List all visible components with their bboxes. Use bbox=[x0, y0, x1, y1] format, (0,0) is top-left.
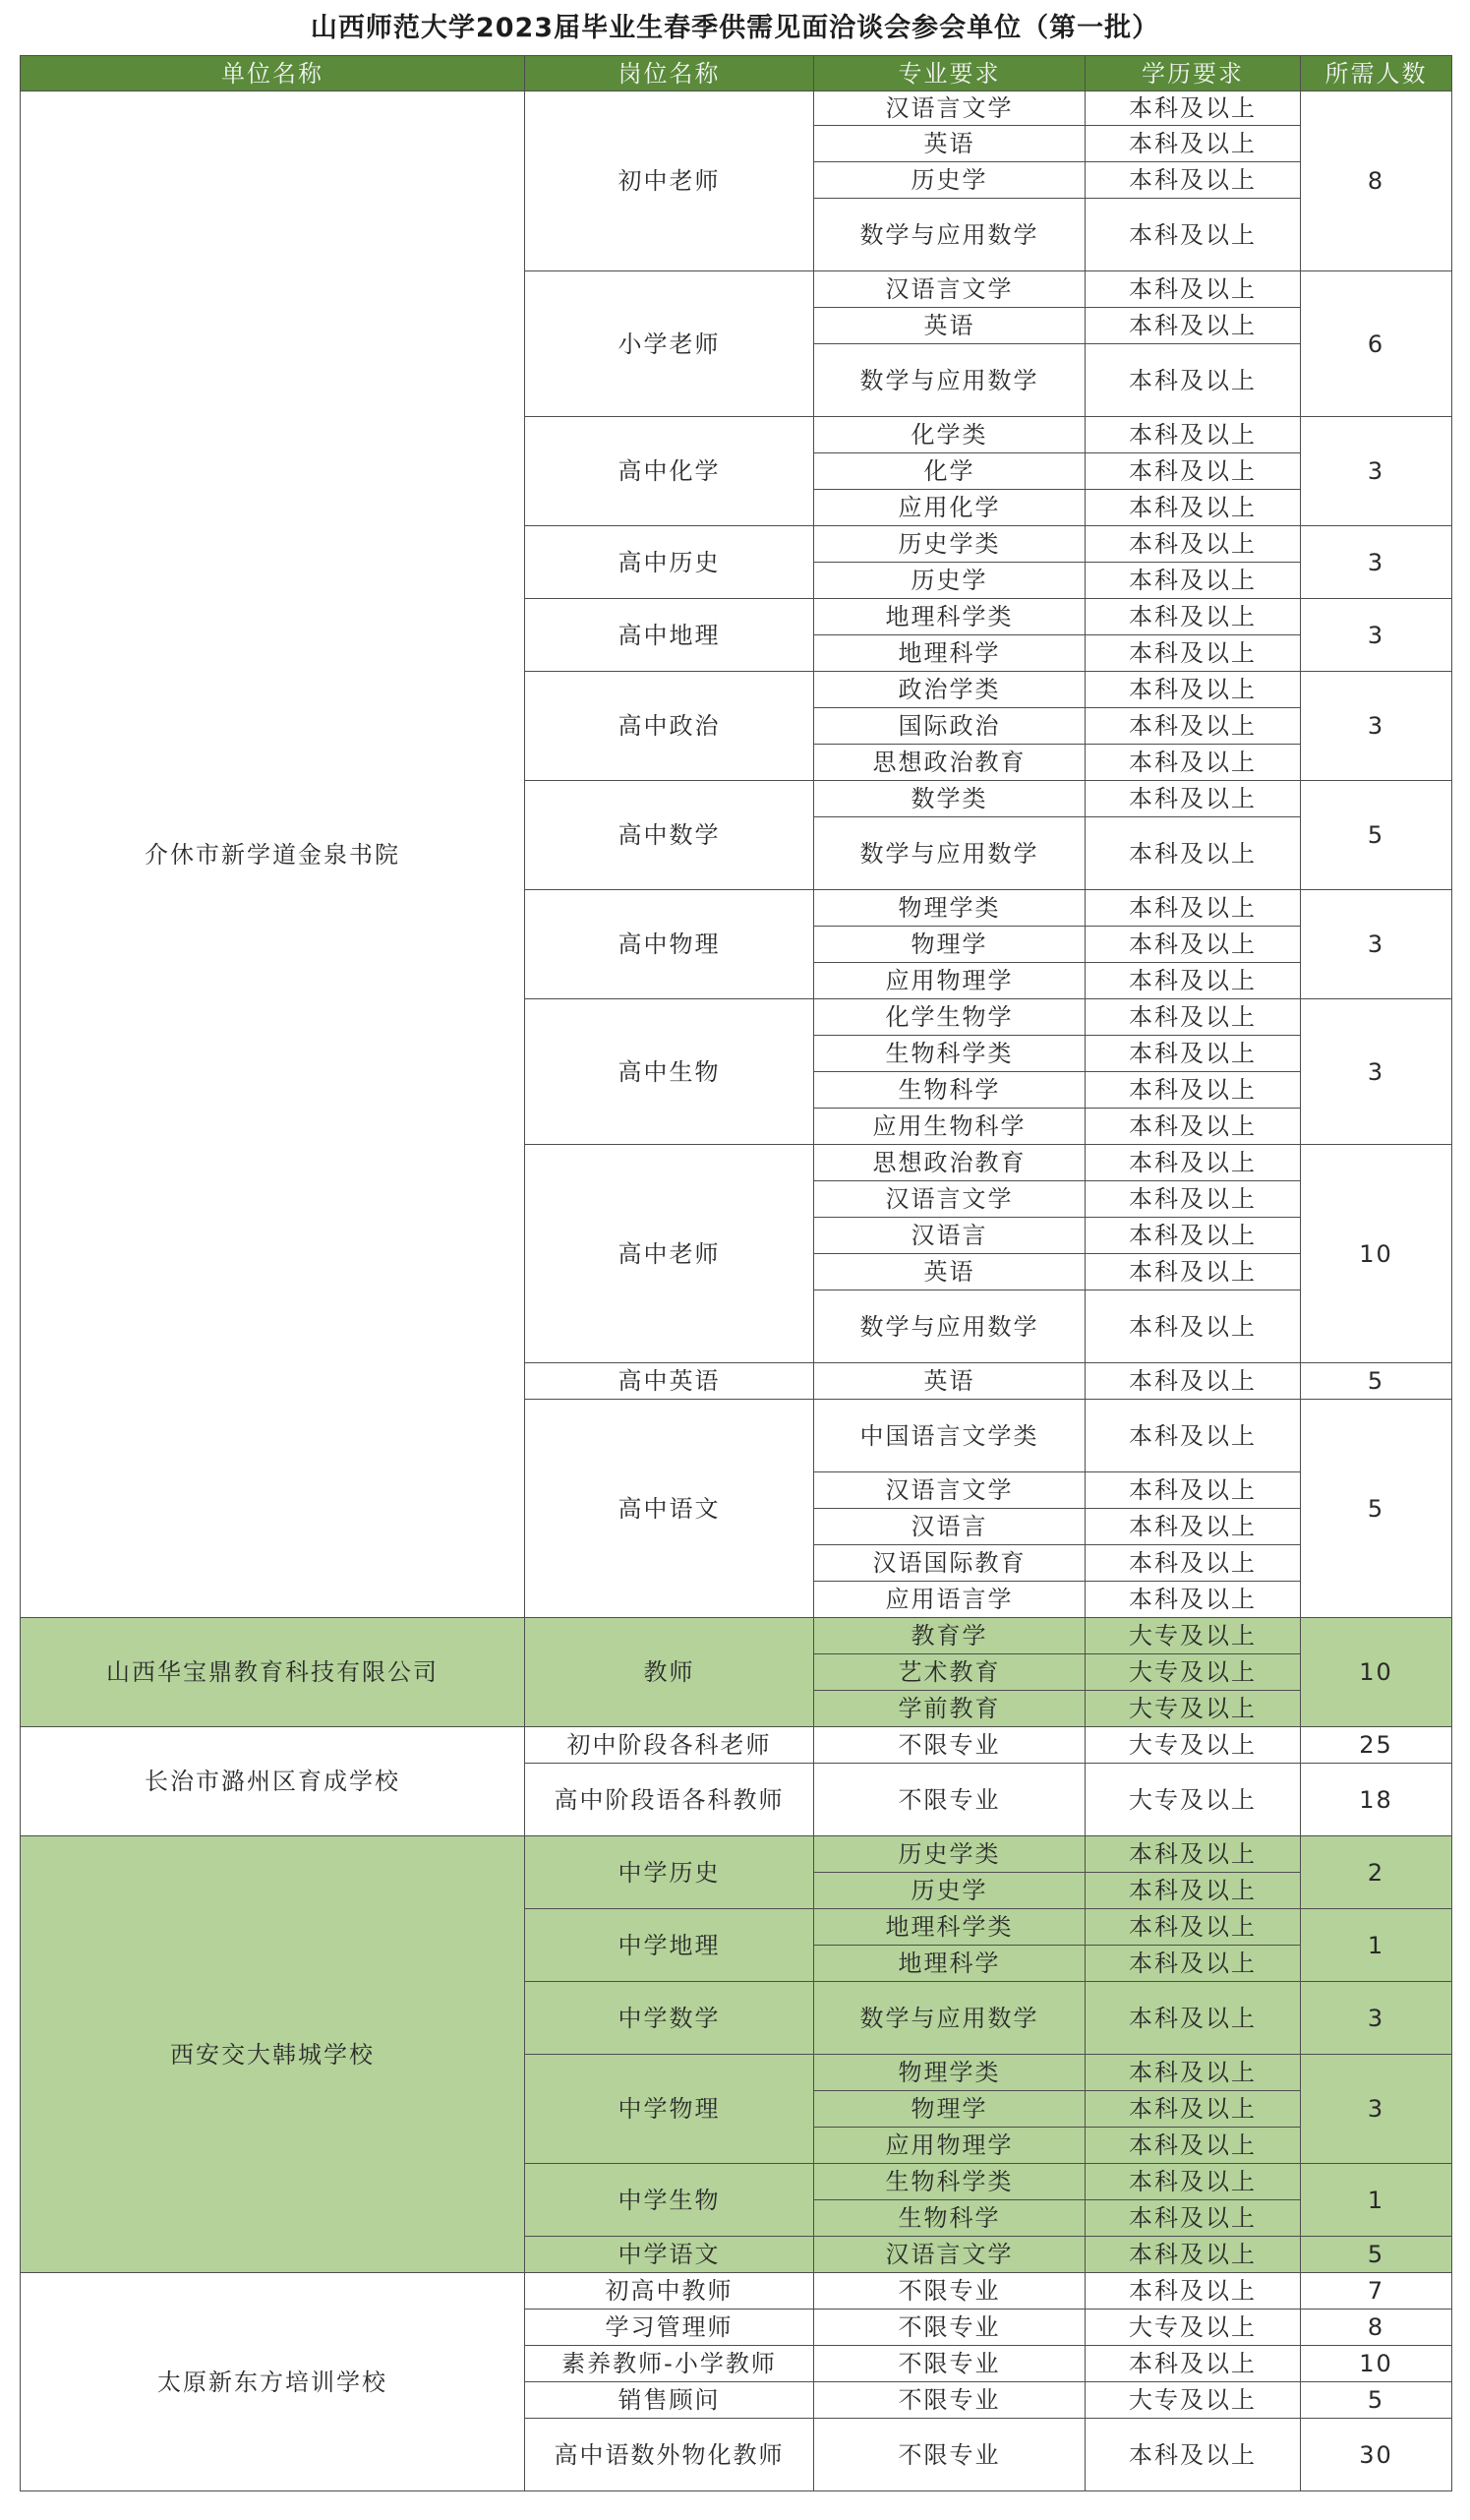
education-requirement-cell: 本科及以上 bbox=[1086, 1909, 1301, 1946]
headcount-cell: 7 bbox=[1301, 2273, 1452, 2310]
education-requirement-cell: 本科及以上 bbox=[1086, 1072, 1301, 1109]
major-requirement-cell: 数学与应用数学 bbox=[814, 344, 1086, 417]
education-requirement-cell: 本科及以上 bbox=[1086, 927, 1301, 963]
headcount-cell: 3 bbox=[1301, 999, 1452, 1145]
major-requirement-cell: 数学与应用数学 bbox=[814, 1982, 1086, 2055]
major-requirement-cell: 汉语言文学 bbox=[814, 271, 1086, 308]
education-requirement-cell: 本科及以上 bbox=[1086, 1509, 1301, 1545]
education-requirement-cell: 本科及以上 bbox=[1086, 1363, 1301, 1400]
major-requirement-cell: 英语 bbox=[814, 1254, 1086, 1290]
major-requirement-cell: 应用物理学 bbox=[814, 963, 1086, 999]
education-requirement-cell: 本科及以上 bbox=[1086, 817, 1301, 890]
major-requirement-cell: 物理学 bbox=[814, 927, 1086, 963]
education-requirement-cell: 本科及以上 bbox=[1086, 1254, 1301, 1290]
headcount-cell: 5 bbox=[1301, 2237, 1452, 2273]
major-requirement-cell: 生物科学 bbox=[814, 2200, 1086, 2237]
major-requirement-cell: 汉语言文学 bbox=[814, 1181, 1086, 1218]
major-requirement-cell: 数学与应用数学 bbox=[814, 199, 1086, 271]
major-requirement-cell: 历史学类 bbox=[814, 526, 1086, 563]
education-requirement-cell: 本科及以上 bbox=[1086, 672, 1301, 708]
education-requirement-cell: 本科及以上 bbox=[1086, 344, 1301, 417]
unit-name-cell: 西安交大韩城学校 bbox=[21, 1836, 525, 2273]
major-requirement-cell: 中国语言文学类 bbox=[814, 1400, 1086, 1472]
major-requirement-cell: 汉语言文学 bbox=[814, 2237, 1086, 2273]
position-name-cell: 高中生物 bbox=[525, 999, 814, 1145]
education-requirement-cell: 本科及以上 bbox=[1086, 1982, 1301, 2055]
participants-table bbox=[20, 55, 1452, 2491]
education-requirement-cell: 本科及以上 bbox=[1086, 563, 1301, 599]
position-name-cell: 高中老师 bbox=[525, 1145, 814, 1363]
education-requirement-cell: 本科及以上 bbox=[1086, 890, 1301, 927]
position-name-cell: 高中物理 bbox=[525, 890, 814, 999]
unit-name-cell: 长治市潞州区育成学校 bbox=[21, 1727, 525, 1836]
major-requirement-cell: 生物科学类 bbox=[814, 1036, 1086, 1072]
education-requirement-cell: 本科及以上 bbox=[1086, 1545, 1301, 1582]
education-requirement-cell: 本科及以上 bbox=[1086, 308, 1301, 344]
major-requirement-cell: 思想政治教育 bbox=[814, 745, 1086, 781]
major-requirement-cell: 汉语国际教育 bbox=[814, 1545, 1086, 1582]
headcount-cell: 10 bbox=[1301, 1618, 1452, 1727]
major-requirement-cell: 历史学类 bbox=[814, 1836, 1086, 1873]
major-requirement-cell: 应用物理学 bbox=[814, 2128, 1086, 2164]
headcount-cell: 10 bbox=[1301, 1145, 1452, 1363]
position-name-cell: 学习管理师 bbox=[525, 2310, 814, 2346]
major-requirement-cell: 应用生物科学 bbox=[814, 1109, 1086, 1145]
headcount-cell: 3 bbox=[1301, 2055, 1452, 2164]
major-requirement-cell: 物理学 bbox=[814, 2091, 1086, 2128]
position-name-cell: 小学老师 bbox=[525, 271, 814, 417]
major-requirement-cell: 物理学类 bbox=[814, 890, 1086, 927]
education-requirement-cell: 本科及以上 bbox=[1086, 2419, 1301, 2491]
education-requirement-cell: 本科及以上 bbox=[1086, 1400, 1301, 1472]
position-name-cell: 高中语数外物化教师 bbox=[525, 2419, 814, 2491]
education-requirement-cell: 本科及以上 bbox=[1086, 1145, 1301, 1181]
major-requirement-cell: 化学 bbox=[814, 453, 1086, 490]
education-requirement-cell: 本科及以上 bbox=[1086, 1109, 1301, 1145]
major-requirement-cell: 汉语言文学 bbox=[814, 91, 1086, 126]
major-requirement-cell: 化学生物学 bbox=[814, 999, 1086, 1036]
headcount-cell: 10 bbox=[1301, 2346, 1452, 2382]
education-requirement-cell: 本科及以上 bbox=[1086, 1218, 1301, 1254]
education-requirement-cell: 本科及以上 bbox=[1086, 126, 1301, 162]
education-requirement-cell: 本科及以上 bbox=[1086, 1290, 1301, 1363]
header-headcount: 所需人数 bbox=[1301, 56, 1452, 91]
major-requirement-cell: 政治学类 bbox=[814, 672, 1086, 708]
page-title: 山西师范大学2023届毕业生春季供需见面洽谈会参会单位（第一批） bbox=[310, 13, 1160, 43]
education-requirement-cell: 本科及以上 bbox=[1086, 526, 1301, 563]
position-name-cell: 中学物理 bbox=[525, 2055, 814, 2164]
education-requirement-cell: 本科及以上 bbox=[1086, 2128, 1301, 2164]
education-requirement-cell: 大专及以上 bbox=[1086, 1764, 1301, 1836]
unit-name-cell: 介休市新学道金泉书院 bbox=[21, 91, 525, 1618]
position-name-cell: 初中老师 bbox=[525, 91, 814, 271]
major-requirement-cell: 不限专业 bbox=[814, 2419, 1086, 2491]
headcount-cell: 2 bbox=[1301, 1836, 1452, 1909]
headcount-cell: 30 bbox=[1301, 2419, 1452, 2491]
position-name-cell: 高中数学 bbox=[525, 781, 814, 890]
major-requirement-cell: 艺术教育 bbox=[814, 1654, 1086, 1691]
headcount-cell: 1 bbox=[1301, 1909, 1452, 1982]
headcount-cell: 8 bbox=[1301, 91, 1452, 271]
education-requirement-cell: 本科及以上 bbox=[1086, 1181, 1301, 1218]
education-requirement-cell: 本科及以上 bbox=[1086, 999, 1301, 1036]
education-requirement-cell: 本科及以上 bbox=[1086, 2273, 1301, 2310]
position-name-cell: 高中地理 bbox=[525, 599, 814, 672]
position-name-cell: 初高中教师 bbox=[525, 2273, 814, 2310]
major-requirement-cell: 历史学 bbox=[814, 1873, 1086, 1909]
major-requirement-cell: 化学类 bbox=[814, 417, 1086, 453]
major-requirement-cell: 英语 bbox=[814, 1363, 1086, 1400]
major-requirement-cell: 历史学 bbox=[814, 563, 1086, 599]
education-requirement-cell: 本科及以上 bbox=[1086, 91, 1301, 126]
headcount-cell: 8 bbox=[1301, 2310, 1452, 2346]
headcount-cell: 3 bbox=[1301, 526, 1452, 599]
education-requirement-cell: 本科及以上 bbox=[1086, 1836, 1301, 1873]
major-requirement-cell: 教育学 bbox=[814, 1618, 1086, 1654]
major-requirement-cell: 应用语言学 bbox=[814, 1582, 1086, 1618]
education-requirement-cell: 本科及以上 bbox=[1086, 2237, 1301, 2273]
table-row bbox=[21, 91, 1452, 126]
position-name-cell: 素养教师-小学教师 bbox=[525, 2346, 814, 2382]
headcount-cell: 3 bbox=[1301, 890, 1452, 999]
position-name-cell: 高中政治 bbox=[525, 672, 814, 781]
major-requirement-cell: 不限专业 bbox=[814, 2346, 1086, 2382]
headcount-cell: 25 bbox=[1301, 1727, 1452, 1764]
major-requirement-cell: 不限专业 bbox=[814, 1727, 1086, 1764]
major-requirement-cell: 生物科学类 bbox=[814, 2164, 1086, 2200]
headcount-cell: 18 bbox=[1301, 1764, 1452, 1836]
major-requirement-cell: 英语 bbox=[814, 308, 1086, 344]
education-requirement-cell: 本科及以上 bbox=[1086, 271, 1301, 308]
major-requirement-cell: 物理学类 bbox=[814, 2055, 1086, 2091]
education-requirement-cell: 本科及以上 bbox=[1086, 1582, 1301, 1618]
headcount-cell: 6 bbox=[1301, 271, 1452, 417]
major-requirement-cell: 不限专业 bbox=[814, 2310, 1086, 2346]
major-requirement-cell: 地理科学类 bbox=[814, 599, 1086, 635]
education-requirement-cell: 本科及以上 bbox=[1086, 1873, 1301, 1909]
position-name-cell: 中学历史 bbox=[525, 1836, 814, 1909]
position-name-cell: 高中化学 bbox=[525, 417, 814, 526]
headcount-cell: 5 bbox=[1301, 781, 1452, 890]
major-requirement-cell: 学前教育 bbox=[814, 1691, 1086, 1727]
education-requirement-cell: 本科及以上 bbox=[1086, 1472, 1301, 1509]
header-position-name: 岗位名称 bbox=[525, 56, 814, 91]
education-requirement-cell: 大专及以上 bbox=[1086, 1654, 1301, 1691]
position-name-cell: 中学数学 bbox=[525, 1982, 814, 2055]
position-name-cell: 高中英语 bbox=[525, 1363, 814, 1400]
position-name-cell: 高中历史 bbox=[525, 526, 814, 599]
education-requirement-cell: 本科及以上 bbox=[1086, 490, 1301, 526]
major-requirement-cell: 汉语言 bbox=[814, 1218, 1086, 1254]
education-requirement-cell: 本科及以上 bbox=[1086, 963, 1301, 999]
table-row bbox=[21, 1727, 1452, 1764]
position-name-cell: 高中语文 bbox=[525, 1400, 814, 1618]
header-education-requirement: 学历要求 bbox=[1086, 56, 1301, 91]
education-requirement-cell: 本科及以上 bbox=[1086, 2164, 1301, 2200]
education-requirement-cell: 本科及以上 bbox=[1086, 162, 1301, 199]
major-requirement-cell: 不限专业 bbox=[814, 2273, 1086, 2310]
education-requirement-cell: 本科及以上 bbox=[1086, 2091, 1301, 2128]
education-requirement-cell: 本科及以上 bbox=[1086, 417, 1301, 453]
education-requirement-cell: 本科及以上 bbox=[1086, 199, 1301, 271]
education-requirement-cell: 本科及以上 bbox=[1086, 781, 1301, 817]
headcount-cell: 3 bbox=[1301, 1982, 1452, 2055]
education-requirement-cell: 本科及以上 bbox=[1086, 1036, 1301, 1072]
major-requirement-cell: 数学与应用数学 bbox=[814, 1290, 1086, 1363]
education-requirement-cell: 大专及以上 bbox=[1086, 2382, 1301, 2419]
major-requirement-cell: 数学与应用数学 bbox=[814, 817, 1086, 890]
position-name-cell: 教师 bbox=[525, 1618, 814, 1727]
education-requirement-cell: 本科及以上 bbox=[1086, 635, 1301, 672]
headcount-cell: 1 bbox=[1301, 2164, 1452, 2237]
major-requirement-cell: 不限专业 bbox=[814, 1764, 1086, 1836]
major-requirement-cell: 地理科学 bbox=[814, 1946, 1086, 1982]
position-name-cell: 高中阶段语各科教师 bbox=[525, 1764, 814, 1836]
headcount-cell: 3 bbox=[1301, 672, 1452, 781]
unit-name-cell: 山西华宝鼎教育科技有限公司 bbox=[21, 1618, 525, 1727]
major-requirement-cell: 生物科学 bbox=[814, 1072, 1086, 1109]
major-requirement-cell: 不限专业 bbox=[814, 2382, 1086, 2419]
unit-name-cell: 太原新东方培训学校 bbox=[21, 2273, 525, 2491]
education-requirement-cell: 本科及以上 bbox=[1086, 708, 1301, 745]
table-row bbox=[21, 2273, 1452, 2310]
position-name-cell: 中学地理 bbox=[525, 1909, 814, 1982]
major-requirement-cell: 英语 bbox=[814, 126, 1086, 162]
headcount-cell: 5 bbox=[1301, 1363, 1452, 1400]
education-requirement-cell: 本科及以上 bbox=[1086, 745, 1301, 781]
header-unit-name: 单位名称 bbox=[21, 56, 525, 91]
education-requirement-cell: 本科及以上 bbox=[1086, 599, 1301, 635]
headcount-cell: 3 bbox=[1301, 417, 1452, 526]
position-name-cell: 中学生物 bbox=[525, 2164, 814, 2237]
education-requirement-cell: 大专及以上 bbox=[1086, 2310, 1301, 2346]
position-name-cell: 中学语文 bbox=[525, 2237, 814, 2273]
major-requirement-cell: 地理科学类 bbox=[814, 1909, 1086, 1946]
major-requirement-cell: 思想政治教育 bbox=[814, 1145, 1086, 1181]
position-name-cell: 初中阶段各科老师 bbox=[525, 1727, 814, 1764]
major-requirement-cell: 应用化学 bbox=[814, 490, 1086, 526]
table-body bbox=[21, 91, 1452, 2491]
table-header-row bbox=[21, 56, 1452, 91]
major-requirement-cell: 地理科学 bbox=[814, 635, 1086, 672]
education-requirement-cell: 本科及以上 bbox=[1086, 2200, 1301, 2237]
position-name-cell: 销售顾问 bbox=[525, 2382, 814, 2419]
headcount-cell: 5 bbox=[1301, 1400, 1452, 1618]
education-requirement-cell: 本科及以上 bbox=[1086, 1946, 1301, 1982]
education-requirement-cell: 本科及以上 bbox=[1086, 2346, 1301, 2382]
headcount-cell: 5 bbox=[1301, 2382, 1452, 2419]
education-requirement-cell: 本科及以上 bbox=[1086, 453, 1301, 490]
major-requirement-cell: 汉语言 bbox=[814, 1509, 1086, 1545]
education-requirement-cell: 大专及以上 bbox=[1086, 1618, 1301, 1654]
header-major-requirement: 专业要求 bbox=[814, 56, 1086, 91]
table-row bbox=[21, 1836, 1452, 1873]
major-requirement-cell: 国际政治 bbox=[814, 708, 1086, 745]
table-row bbox=[21, 1618, 1452, 1654]
education-requirement-cell: 大专及以上 bbox=[1086, 1691, 1301, 1727]
education-requirement-cell: 大专及以上 bbox=[1086, 1727, 1301, 1764]
headcount-cell: 3 bbox=[1301, 599, 1452, 672]
education-requirement-cell: 本科及以上 bbox=[1086, 2055, 1301, 2091]
major-requirement-cell: 汉语言文学 bbox=[814, 1472, 1086, 1509]
major-requirement-cell: 历史学 bbox=[814, 162, 1086, 199]
major-requirement-cell: 数学类 bbox=[814, 781, 1086, 817]
